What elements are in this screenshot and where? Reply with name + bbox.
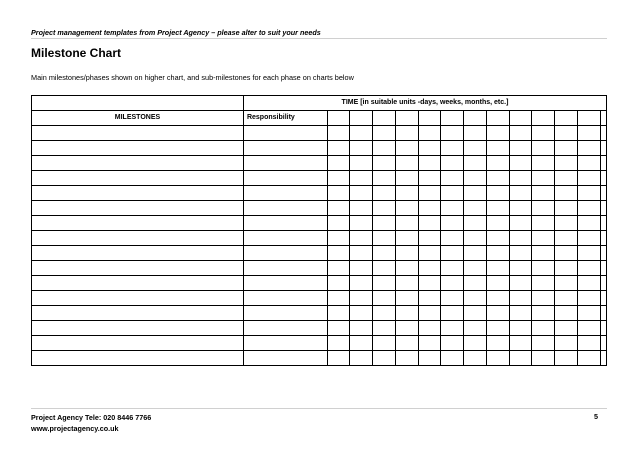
time-cell[interactable] xyxy=(350,291,373,306)
table-row xyxy=(32,141,607,156)
time-cell[interactable] xyxy=(418,171,441,186)
time-cell[interactable] xyxy=(327,276,350,291)
time-cell[interactable] xyxy=(577,126,600,141)
time-cell[interactable] xyxy=(509,246,532,261)
time-cell[interactable] xyxy=(600,171,606,186)
time-unit-header-cell xyxy=(464,111,487,126)
time-cell[interactable] xyxy=(464,126,487,141)
time-cell[interactable] xyxy=(486,141,509,156)
time-cell[interactable] xyxy=(486,276,509,291)
page-subtitle: Main milestones/phases shown on higher chart, and sub-milestones for each phase on charts below xyxy=(31,73,354,82)
responsibility-cell[interactable] xyxy=(243,231,327,246)
time-cell[interactable] xyxy=(509,126,532,141)
time-cell[interactable] xyxy=(486,126,509,141)
time-cell[interactable] xyxy=(327,261,350,276)
time-unit-header-cell xyxy=(577,111,600,126)
page-number: 5 xyxy=(594,412,598,421)
time-cell[interactable] xyxy=(327,171,350,186)
time-cell[interactable] xyxy=(418,336,441,351)
time-cell[interactable] xyxy=(395,261,418,276)
time-cell[interactable] xyxy=(486,246,509,261)
milestone-cell[interactable] xyxy=(32,261,244,276)
time-cell[interactable] xyxy=(327,141,350,156)
time-unit-header-cell xyxy=(486,111,509,126)
table-row xyxy=(32,186,607,201)
time-unit-header-cell xyxy=(555,111,578,126)
time-cell[interactable] xyxy=(532,171,555,186)
responsibility-cell[interactable] xyxy=(243,291,327,306)
time-cell[interactable] xyxy=(555,141,578,156)
time-cell[interactable] xyxy=(441,351,464,366)
time-cell[interactable] xyxy=(464,291,487,306)
time-cell[interactable] xyxy=(555,306,578,321)
time-cell[interactable] xyxy=(600,201,606,216)
milestone-cell[interactable] xyxy=(32,201,244,216)
responsibility-cell[interactable] xyxy=(243,141,327,156)
responsibility-cell[interactable] xyxy=(243,171,327,186)
time-cell[interactable] xyxy=(509,351,532,366)
time-cell[interactable] xyxy=(509,201,532,216)
time-cell[interactable] xyxy=(373,141,396,156)
time-cell[interactable] xyxy=(350,156,373,171)
time-cell[interactable] xyxy=(418,141,441,156)
table-row xyxy=(32,216,607,231)
time-cell[interactable] xyxy=(418,246,441,261)
responsibility-cell[interactable] xyxy=(243,201,327,216)
time-cell[interactable] xyxy=(350,216,373,231)
time-cell[interactable] xyxy=(395,171,418,186)
time-cell[interactable] xyxy=(555,201,578,216)
time-cell[interactable] xyxy=(486,261,509,276)
time-cell[interactable] xyxy=(532,321,555,336)
responsibility-cell[interactable] xyxy=(243,351,327,366)
time-cell[interactable] xyxy=(441,306,464,321)
time-cell[interactable] xyxy=(418,291,441,306)
time-cell[interactable] xyxy=(600,351,606,366)
time-cell[interactable] xyxy=(350,186,373,201)
time-unit-header-cell xyxy=(509,111,532,126)
time-cell[interactable] xyxy=(441,276,464,291)
milestones-header: MILESTONES xyxy=(32,111,244,126)
time-cell[interactable] xyxy=(350,261,373,276)
time-cell[interactable] xyxy=(350,336,373,351)
time-cell[interactable] xyxy=(555,276,578,291)
time-cell[interactable] xyxy=(486,306,509,321)
time-cell[interactable] xyxy=(327,231,350,246)
time-cell[interactable] xyxy=(395,186,418,201)
time-unit-header-cell xyxy=(327,111,350,126)
time-cell[interactable] xyxy=(327,321,350,336)
time-cell[interactable] xyxy=(577,216,600,231)
milestone-cell[interactable] xyxy=(32,171,244,186)
document-header: Project management templates from Project Agency – please alter to suit your needs xyxy=(31,28,321,37)
time-cell[interactable] xyxy=(577,306,600,321)
time-cell[interactable] xyxy=(441,261,464,276)
time-cell[interactable] xyxy=(418,186,441,201)
time-cell[interactable] xyxy=(464,336,487,351)
time-cell[interactable] xyxy=(532,126,555,141)
time-cell[interactable] xyxy=(327,126,350,141)
time-cell[interactable] xyxy=(532,156,555,171)
time-cell[interactable] xyxy=(577,171,600,186)
time-cell[interactable] xyxy=(600,186,606,201)
time-cell[interactable] xyxy=(555,156,578,171)
time-cell[interactable] xyxy=(441,156,464,171)
time-cell[interactable] xyxy=(441,201,464,216)
time-cell[interactable] xyxy=(577,156,600,171)
time-cell[interactable] xyxy=(464,156,487,171)
time-cell[interactable] xyxy=(509,141,532,156)
time-cell[interactable] xyxy=(373,171,396,186)
time-cell[interactable] xyxy=(441,321,464,336)
time-cell[interactable] xyxy=(464,351,487,366)
time-cell[interactable] xyxy=(600,261,606,276)
time-cell[interactable] xyxy=(464,201,487,216)
time-cell[interactable] xyxy=(395,201,418,216)
time-cell[interactable] xyxy=(464,186,487,201)
time-cell[interactable] xyxy=(373,306,396,321)
table-row xyxy=(32,321,607,336)
time-cell[interactable] xyxy=(600,141,606,156)
time-cell[interactable] xyxy=(509,216,532,231)
time-cell[interactable] xyxy=(532,336,555,351)
time-cell[interactable] xyxy=(373,246,396,261)
time-cell[interactable] xyxy=(486,336,509,351)
time-cell[interactable] xyxy=(464,141,487,156)
time-cell[interactable] xyxy=(600,246,606,261)
time-cell[interactable] xyxy=(441,291,464,306)
time-cell[interactable] xyxy=(555,321,578,336)
time-cell[interactable] xyxy=(532,276,555,291)
time-cell[interactable] xyxy=(532,246,555,261)
time-cell[interactable] xyxy=(373,156,396,171)
time-cell[interactable] xyxy=(373,216,396,231)
time-cell[interactable] xyxy=(577,276,600,291)
time-cell[interactable] xyxy=(464,276,487,291)
footer-website: www.projectagency.co.uk xyxy=(31,424,119,433)
time-cell[interactable] xyxy=(373,231,396,246)
time-cell[interactable] xyxy=(555,351,578,366)
time-cell[interactable] xyxy=(600,336,606,351)
time-cell[interactable] xyxy=(350,171,373,186)
time-cell[interactable] xyxy=(509,171,532,186)
responsibility-header: Responsibility xyxy=(243,111,327,126)
page-title: Milestone Chart xyxy=(31,46,122,60)
time-cell[interactable] xyxy=(464,321,487,336)
time-cell[interactable] xyxy=(532,216,555,231)
time-cell[interactable] xyxy=(373,126,396,141)
time-cell[interactable] xyxy=(350,246,373,261)
table-row xyxy=(32,291,607,306)
time-cell[interactable] xyxy=(532,351,555,366)
time-cell[interactable] xyxy=(577,351,600,366)
footer-phone: Project Agency Tele: 020 8446 7766 xyxy=(31,413,152,422)
responsibility-cell[interactable] xyxy=(243,321,327,336)
table-row xyxy=(32,246,607,261)
time-cell[interactable] xyxy=(395,141,418,156)
time-cell[interactable] xyxy=(509,186,532,201)
time-cell[interactable] xyxy=(441,231,464,246)
time-cell[interactable] xyxy=(350,321,373,336)
time-cell[interactable] xyxy=(600,216,606,231)
time-cell[interactable] xyxy=(418,216,441,231)
time-cell[interactable] xyxy=(532,201,555,216)
time-cell[interactable] xyxy=(600,291,606,306)
table-row xyxy=(32,306,607,321)
time-cell[interactable] xyxy=(532,141,555,156)
time-cell[interactable] xyxy=(395,216,418,231)
responsibility-cell[interactable] xyxy=(243,216,327,231)
milestone-cell[interactable] xyxy=(32,306,244,321)
time-cell[interactable] xyxy=(555,246,578,261)
time-cell[interactable] xyxy=(577,246,600,261)
milestone-cell[interactable] xyxy=(32,216,244,231)
time-cell[interactable] xyxy=(600,126,606,141)
time-cell[interactable] xyxy=(395,321,418,336)
time-cell[interactable] xyxy=(418,201,441,216)
time-cell[interactable] xyxy=(486,351,509,366)
responsibility-cell[interactable] xyxy=(243,186,327,201)
time-cell[interactable] xyxy=(373,351,396,366)
empty-header-cell xyxy=(32,96,244,111)
time-cell[interactable] xyxy=(486,291,509,306)
time-cell[interactable] xyxy=(486,171,509,186)
time-cell[interactable] xyxy=(577,231,600,246)
time-cell[interactable] xyxy=(327,216,350,231)
document-footer xyxy=(31,412,151,434)
milestone-cell[interactable] xyxy=(32,126,244,141)
responsibility-cell[interactable] xyxy=(243,306,327,321)
milestone-cell[interactable] xyxy=(32,246,244,261)
table-row xyxy=(32,336,607,351)
time-cell[interactable] xyxy=(350,231,373,246)
time-cell[interactable] xyxy=(350,306,373,321)
time-cell[interactable] xyxy=(327,201,350,216)
time-cell[interactable] xyxy=(395,231,418,246)
time-cell[interactable] xyxy=(555,261,578,276)
table-row xyxy=(32,201,607,216)
time-cell[interactable] xyxy=(373,291,396,306)
time-cell[interactable] xyxy=(373,276,396,291)
time-cell[interactable] xyxy=(486,321,509,336)
time-cell[interactable] xyxy=(577,201,600,216)
time-unit-header-cell xyxy=(395,111,418,126)
time-cell[interactable] xyxy=(555,291,578,306)
time-unit-header-cell xyxy=(441,111,464,126)
time-cell[interactable] xyxy=(395,351,418,366)
table-row xyxy=(32,156,607,171)
time-cell[interactable] xyxy=(532,186,555,201)
time-cell[interactable] xyxy=(600,276,606,291)
time-header-row xyxy=(32,96,607,111)
time-cell[interactable] xyxy=(577,261,600,276)
time-cell[interactable] xyxy=(509,156,532,171)
time-cell[interactable] xyxy=(600,306,606,321)
time-cell[interactable] xyxy=(577,186,600,201)
time-cell[interactable] xyxy=(532,231,555,246)
milestone-chart-table xyxy=(31,95,607,366)
time-cell[interactable] xyxy=(441,216,464,231)
time-unit-header-cell xyxy=(600,111,606,126)
time-cell[interactable] xyxy=(509,336,532,351)
header-divider xyxy=(31,38,607,39)
time-cell[interactable] xyxy=(441,141,464,156)
time-cell[interactable] xyxy=(350,276,373,291)
time-cell[interactable] xyxy=(555,336,578,351)
milestone-cell[interactable] xyxy=(32,156,244,171)
time-cell[interactable] xyxy=(350,201,373,216)
time-cell[interactable] xyxy=(555,126,578,141)
milestone-cell[interactable] xyxy=(32,351,244,366)
time-cell[interactable] xyxy=(509,231,532,246)
time-cell[interactable] xyxy=(373,201,396,216)
time-cell[interactable] xyxy=(532,261,555,276)
time-cell[interactable] xyxy=(486,231,509,246)
time-cell[interactable] xyxy=(486,201,509,216)
time-cell[interactable] xyxy=(555,171,578,186)
time-cell[interactable] xyxy=(464,231,487,246)
time-cell[interactable] xyxy=(509,306,532,321)
time-cell[interactable] xyxy=(418,231,441,246)
time-unit-header-cell xyxy=(350,111,373,126)
time-cell[interactable] xyxy=(441,171,464,186)
time-cell[interactable] xyxy=(418,351,441,366)
time-cell[interactable] xyxy=(441,336,464,351)
time-cell[interactable] xyxy=(395,336,418,351)
table-row xyxy=(32,126,607,141)
time-unit-header-cell xyxy=(532,111,555,126)
milestone-cell[interactable] xyxy=(32,321,244,336)
time-header: TIME [in suitable units -days, weeks, months, etc.] xyxy=(243,96,606,111)
time-cell[interactable] xyxy=(509,291,532,306)
time-cell[interactable] xyxy=(418,321,441,336)
time-cell[interactable] xyxy=(555,186,578,201)
responsibility-cell[interactable] xyxy=(243,276,327,291)
time-cell[interactable] xyxy=(486,156,509,171)
responsibility-cell[interactable] xyxy=(243,246,327,261)
time-cell[interactable] xyxy=(373,186,396,201)
table-row xyxy=(32,276,607,291)
time-cell[interactable] xyxy=(373,321,396,336)
time-cell[interactable] xyxy=(464,306,487,321)
responsibility-cell[interactable] xyxy=(243,261,327,276)
time-cell[interactable] xyxy=(600,231,606,246)
milestone-cell[interactable] xyxy=(32,186,244,201)
responsibility-cell[interactable] xyxy=(243,336,327,351)
time-cell[interactable] xyxy=(600,156,606,171)
time-cell[interactable] xyxy=(577,141,600,156)
time-cell[interactable] xyxy=(418,156,441,171)
responsibility-cell[interactable] xyxy=(243,156,327,171)
time-cell[interactable] xyxy=(327,306,350,321)
time-cell[interactable] xyxy=(350,351,373,366)
time-cell[interactable] xyxy=(532,306,555,321)
table-row xyxy=(32,231,607,246)
time-cell[interactable] xyxy=(373,336,396,351)
time-cell[interactable] xyxy=(464,261,487,276)
time-cell[interactable] xyxy=(532,291,555,306)
time-cell[interactable] xyxy=(441,246,464,261)
milestone-cell[interactable] xyxy=(32,336,244,351)
responsibility-cell[interactable] xyxy=(243,126,327,141)
time-cell[interactable] xyxy=(418,276,441,291)
time-cell[interactable] xyxy=(327,186,350,201)
time-cell[interactable] xyxy=(395,306,418,321)
time-cell[interactable] xyxy=(577,291,600,306)
milestone-cell[interactable] xyxy=(32,276,244,291)
time-cell[interactable] xyxy=(509,261,532,276)
table-row xyxy=(32,261,607,276)
time-cell[interactable] xyxy=(418,261,441,276)
time-unit-header-cell xyxy=(373,111,396,126)
time-cell[interactable] xyxy=(418,306,441,321)
column-header-row xyxy=(32,111,607,126)
table-row xyxy=(32,171,607,186)
time-cell[interactable] xyxy=(441,126,464,141)
time-cell[interactable] xyxy=(577,336,600,351)
time-unit-header-cell xyxy=(418,111,441,126)
time-cell[interactable] xyxy=(373,261,396,276)
time-cell[interactable] xyxy=(486,186,509,201)
time-cell[interactable] xyxy=(350,126,373,141)
time-cell[interactable] xyxy=(555,216,578,231)
time-cell[interactable] xyxy=(486,216,509,231)
time-cell[interactable] xyxy=(464,246,487,261)
time-cell[interactable] xyxy=(418,126,441,141)
time-cell[interactable] xyxy=(464,216,487,231)
time-cell[interactable] xyxy=(327,351,350,366)
time-cell[interactable] xyxy=(395,156,418,171)
time-cell[interactable] xyxy=(350,141,373,156)
time-cell[interactable] xyxy=(509,276,532,291)
time-cell[interactable] xyxy=(441,186,464,201)
milestone-cell[interactable] xyxy=(32,291,244,306)
footer-divider xyxy=(31,408,607,409)
time-cell[interactable] xyxy=(395,246,418,261)
time-cell[interactable] xyxy=(327,246,350,261)
time-cell[interactable] xyxy=(327,156,350,171)
time-cell[interactable] xyxy=(395,126,418,141)
time-cell[interactable] xyxy=(327,336,350,351)
table-row xyxy=(32,351,607,366)
time-cell[interactable] xyxy=(395,291,418,306)
time-cell[interactable] xyxy=(395,276,418,291)
milestone-cell[interactable] xyxy=(32,231,244,246)
time-cell[interactable] xyxy=(577,321,600,336)
time-cell[interactable] xyxy=(555,231,578,246)
time-cell[interactable] xyxy=(464,171,487,186)
time-cell[interactable] xyxy=(600,321,606,336)
milestone-cell[interactable] xyxy=(32,141,244,156)
time-cell[interactable] xyxy=(509,321,532,336)
time-cell[interactable] xyxy=(327,291,350,306)
